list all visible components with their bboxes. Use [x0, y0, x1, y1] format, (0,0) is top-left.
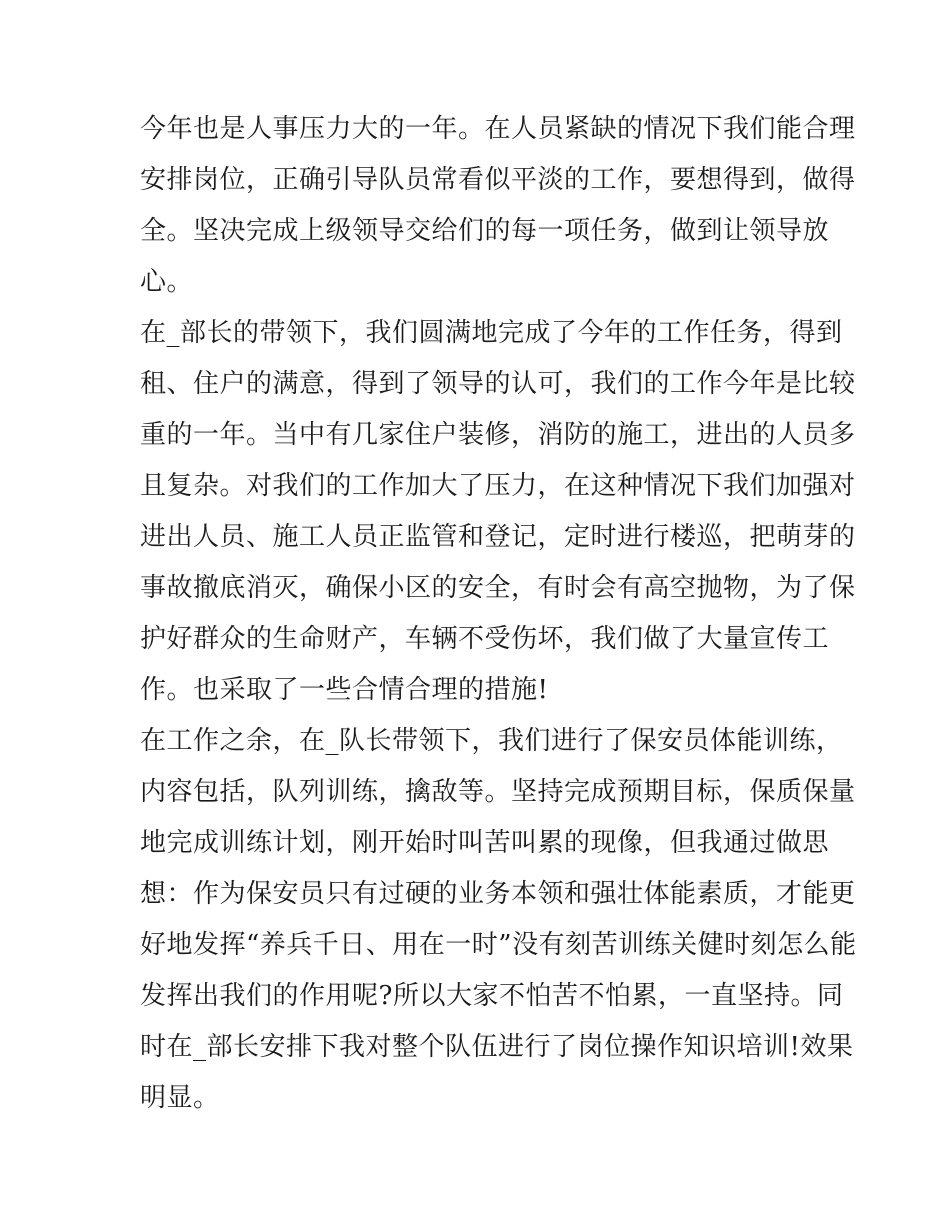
text-line: 好地发挥“养兵千日、用在一时”没有刻苦训练关健时刻怎么能	[140, 930, 857, 960]
text-line: 事故撤底消灭，确保小区的安全，有时会有高空抛物，为了保	[140, 573, 856, 603]
text-line: 内容包括，队列训练，擒敌等。坚持完成预期目标，保质保量	[140, 777, 856, 807]
text-line: 重的一年。当中有几家住户装修，消防的施工，进出的人员多	[140, 420, 856, 450]
text-line: 安排岗位，正确引导队员常看似平淡的工作，要想得到，做得	[140, 165, 856, 195]
text-line: 护好群众的生命财产，车辆不受伤坏，我们做了大量宣传工	[140, 624, 830, 654]
text-line: 在工作之余，在_队长带领下，我们进行了保安员体能训练，	[140, 726, 843, 756]
text-line: 进出人员、施工人员正监管和登记，定时进行楼巡，把萌芽的	[140, 522, 856, 552]
text-line: 发挥出我们的作用呢?所以大家不怕苦不怕累，一直坚持。同	[140, 981, 844, 1011]
text-line: 租、住户的满意，得到了领导的认可，我们的工作今年是比较	[140, 369, 856, 399]
text-line: 时在_部长安排下我对整个队伍进行了岗位操作知识培训!效果	[140, 1032, 854, 1062]
text-line: 今年也是人事压力大的一年。在人员紧缺的情况下我们能合理	[140, 114, 856, 144]
text-line: 且复杂。对我们的工作加大了压力，在这种情况下我们加强对	[140, 471, 856, 501]
text-line: 明显。	[140, 1083, 220, 1113]
text-line: 地完成训练计划，刚开始时叫苦叫累的现像，但我通过做思	[140, 828, 830, 858]
text-line: 作。也采取了一些合情合理的措施!	[140, 675, 549, 705]
text-line: 全。坚决完成上级领导交给们的每一项任务，做到让领导放	[140, 216, 830, 246]
text-line: 想：作为保安员只有过硬的业务本领和强壮体能素质，才能更	[140, 879, 856, 909]
text-line: 心。	[140, 267, 194, 297]
text-line: 在_部长的带领下，我们圆满地完成了今年的工作任务，得到	[140, 318, 843, 348]
document-body	[140, 104, 857, 1124]
